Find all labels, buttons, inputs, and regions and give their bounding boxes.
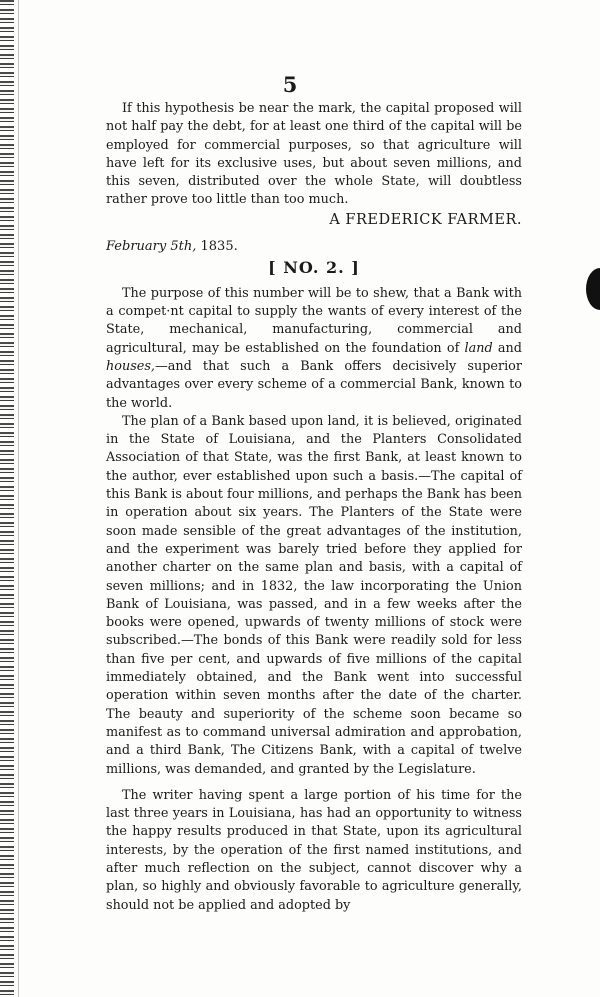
binding-edge xyxy=(0,0,14,997)
paragraph-gap xyxy=(106,779,522,787)
paragraph-3: The plan of a Bank based upon land, it is believed, originated in the State of Louisiana, and the Planters Consolidated Association of that State, was the first Bank, at least known to the author, ever established upon such a basis.—The capital of this Bank is about four millions, and perhaps the Bank has been in operation about six years. The Planters of the State were soon made sensible of the great advantages of the institution, and the experiment was barely tried before they applied for another charter on the same plan and basis, with a capital of seven millions; and in 1832, the law incorporating the Union Bank of Louisiana, was passed, and in a few weeks after the books were opened, upwards of twenty millions of stock were subscribed.—The bonds of this Bank were readily sold for less than five per cent, and upwards of five millions of the capital immediately obtained, and the Bank went into successful operation within seven months after the date of the charter. The beauty and superiority of the scheme soon became so manifest as to command universal admiration and approbation, and a third Bank, The Citizens Bank, with a capital of twelve millions, was demanded, and granted by the Legislature. xyxy=(106,413,522,777)
para2-land: land xyxy=(464,340,493,356)
para2-lead: The purpose of this number will be to shew, that a Bank with a compet·nt capital to supply the wants of every interest of the State, mechanical, manufacturing, commercial and agricultural, may be established on the foundation of xyxy=(106,285,522,356)
date-month-day: February 5th, xyxy=(106,238,197,254)
paragraph-2 xyxy=(106,285,522,413)
paragraph-intro: If this hypothesis be near the mark, the capital proposed will not half pay the debt, for at least one third of the capital will be employed for commercial purposes, so that agriculture will have left for its exclusive uses, but about seven millions, and this seven, distributed over the whole State, will doubtless rather prove too little than too much. xyxy=(106,101,522,208)
dateline xyxy=(106,238,522,256)
binding-line xyxy=(18,0,19,997)
para2-houses: houses, xyxy=(106,358,155,374)
date-year: 1835. xyxy=(200,238,238,254)
para2-and: and xyxy=(492,340,522,356)
section-heading: [ NO. 2. ] xyxy=(268,257,360,277)
body-text xyxy=(106,100,522,915)
page-number: 5 xyxy=(282,72,298,97)
paragraph-4: The writer having spent a large portion of his time for the last three years in Louisiana, has had an opportunity to witness the happy results produced in that State, upon its agricultural interests, by the operation of the first named institutions, and after much reflection on the subject, cannot discover why a plan, so highly and obviously favorable to agriculture generally, should not be applied and adopted by xyxy=(106,787,522,913)
para2-tail: —and that such a Bank offers decisively superior advantages over every scheme of a commercial Bank, known to the world. xyxy=(106,358,522,411)
signature: A FREDERICK FARMER. xyxy=(329,211,522,228)
punch-hole xyxy=(586,268,600,310)
